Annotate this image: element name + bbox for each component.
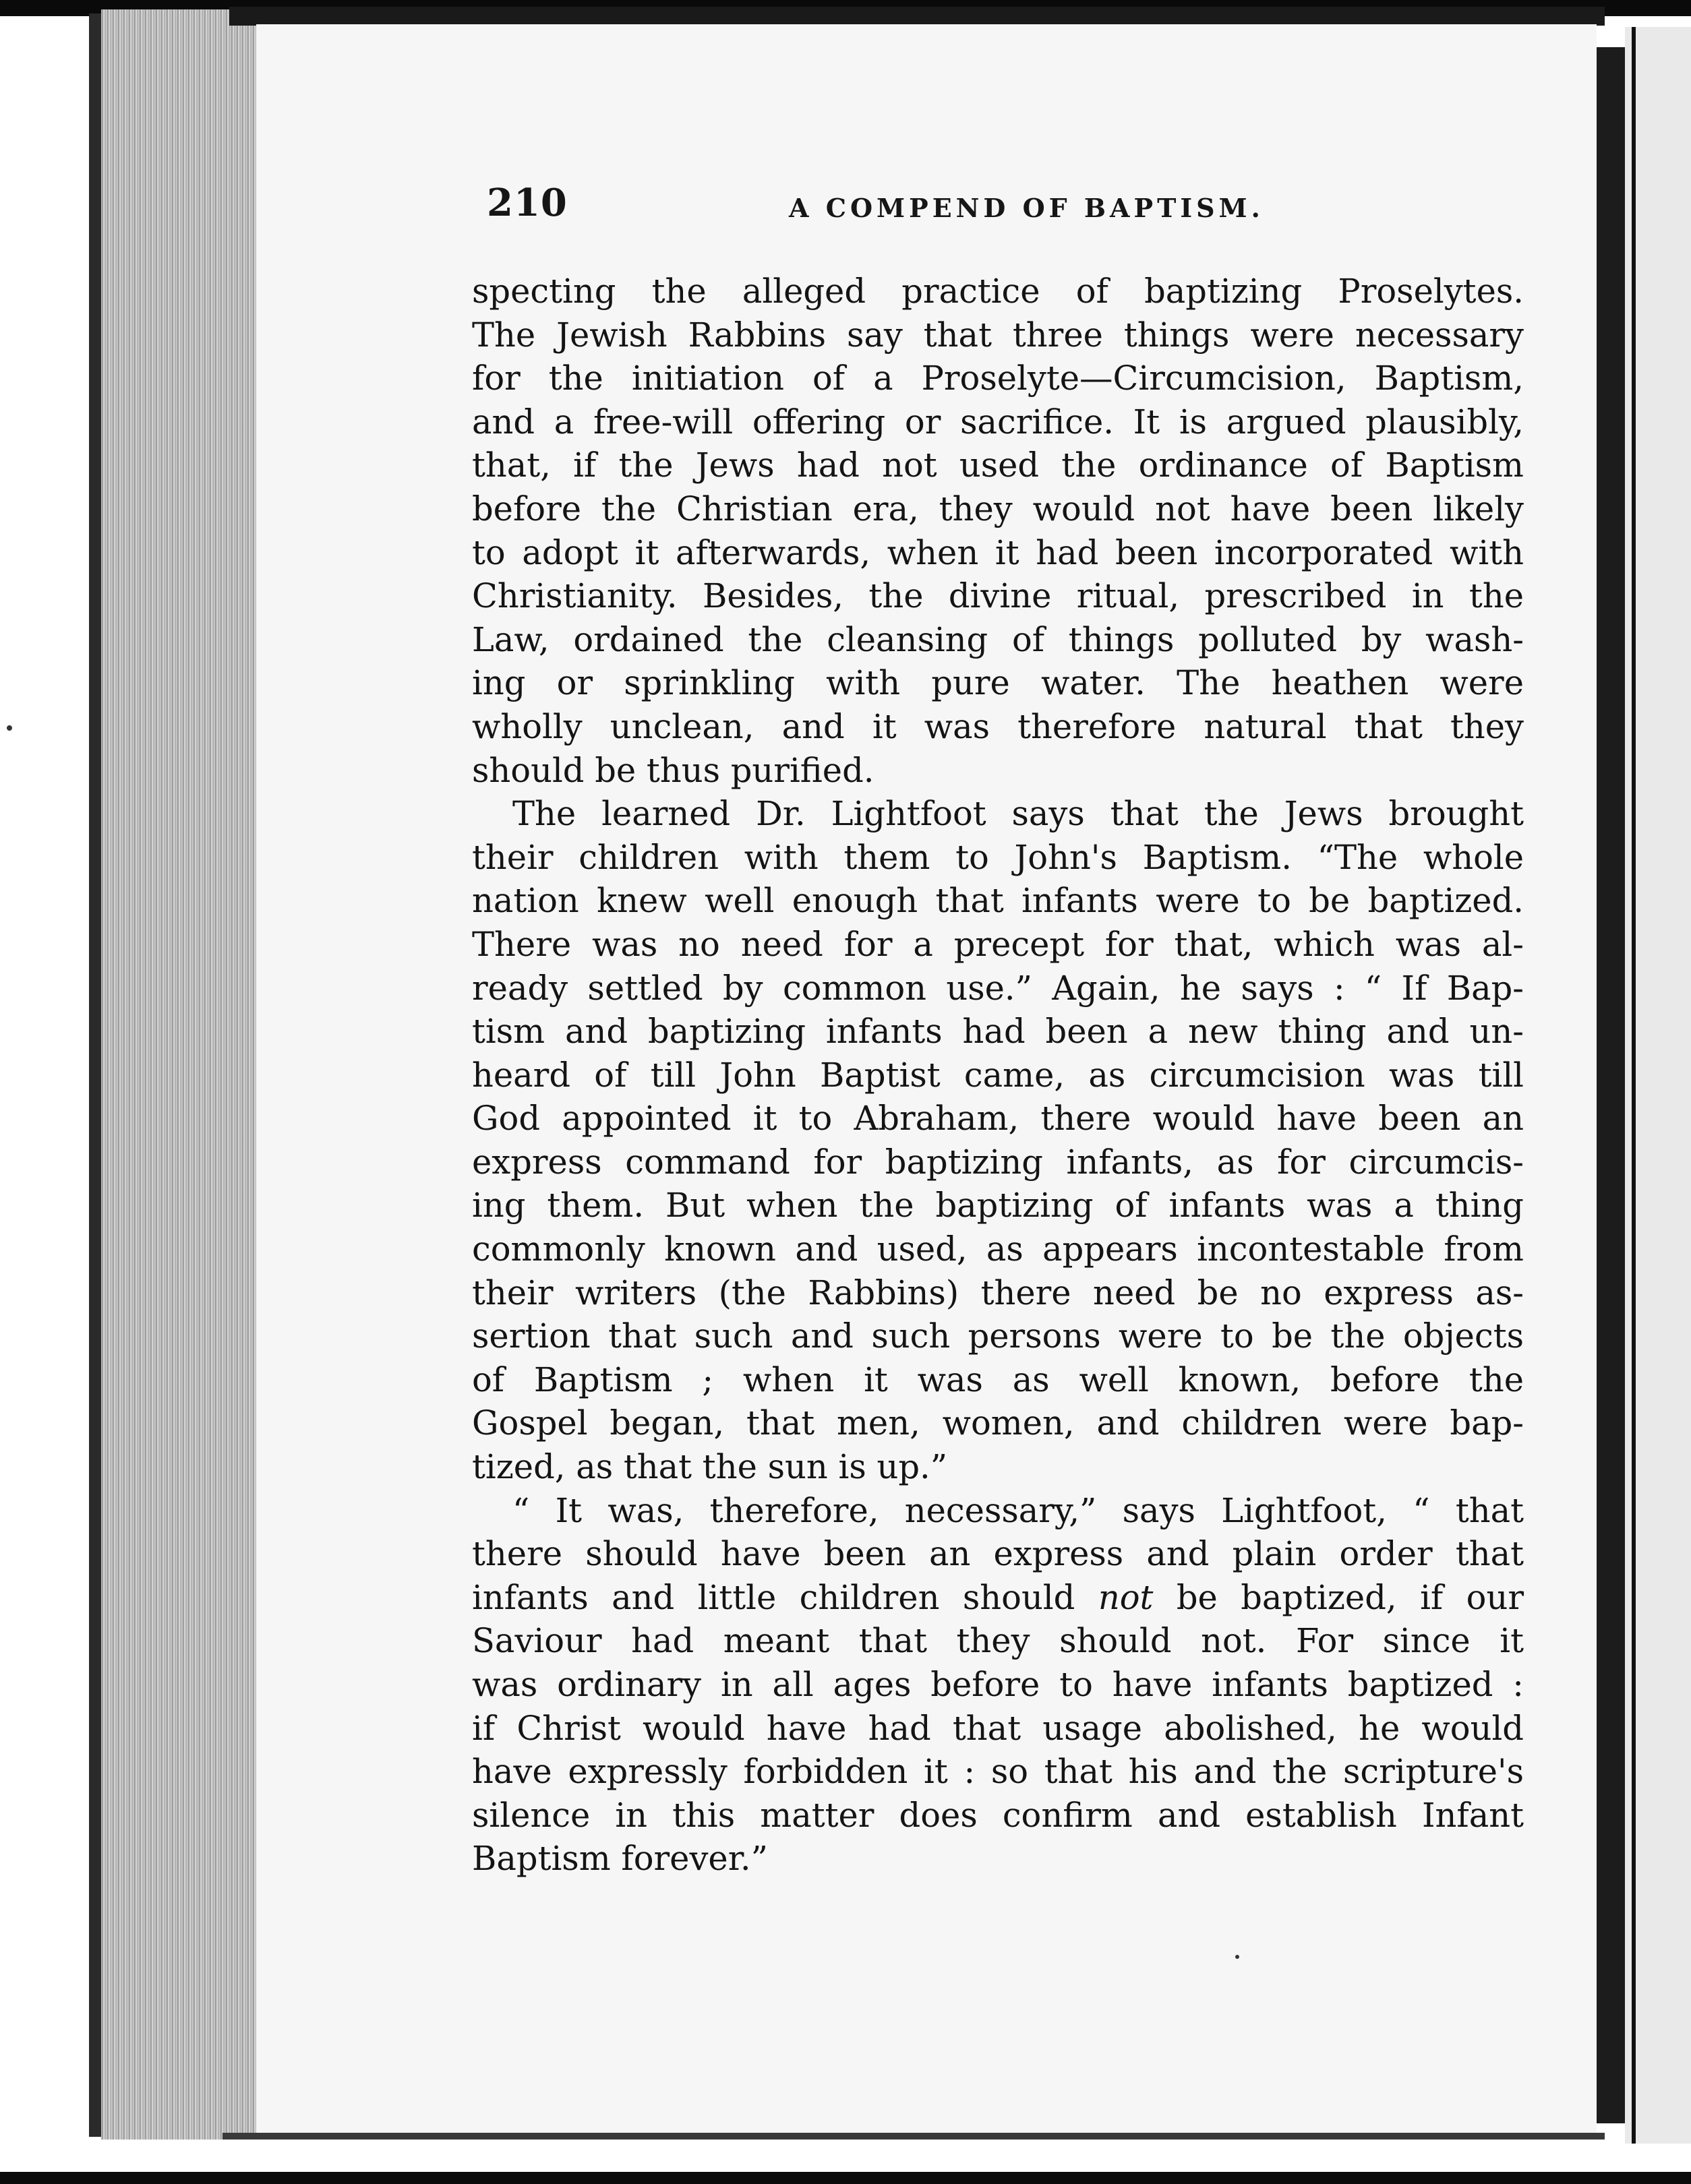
text-line: ready settled by common use.” Again, he says : “ If Bap-: [472, 968, 1524, 1008]
book-page-edges: [101, 9, 259, 2140]
text-line: ing or sprinkling with pure water. The heathen were: [472, 663, 1524, 703]
film-border-bottom: [0, 2172, 1691, 2184]
body-text: [472, 270, 1524, 1881]
text-line: The Jewish Rabbins say that three things were necessary: [472, 315, 1524, 355]
text-line-with-emphasis: [472, 1576, 1524, 1620]
text-run: infants and little children should: [472, 1577, 1098, 1617]
text-line: tism and baptizing infants had been a new thing and un-: [472, 1012, 1524, 1052]
text-line: specting the alleged practice of baptizing Proselytes.: [472, 272, 1524, 311]
text-line: that, if the Jews had not used the ordinance of Baptism: [472, 446, 1524, 485]
text-line: there should have been an express and plain order that: [472, 1534, 1524, 1574]
book-top-edge: [229, 7, 1605, 26]
film-speck: [1235, 1955, 1239, 1959]
text-line: commonly known and used, as appears incontestable from: [472, 1230, 1524, 1269]
text-line: nation knew well enough that infants were to be baptized.: [472, 881, 1524, 921]
running-head: A COMPEND OF BAPTISM.: [789, 193, 1264, 223]
text-line: for the initiation of a Proselyte—Circumcision, Baptism,: [472, 359, 1524, 398]
text-line: “ It was, therefore, necessary,” says Lightfoot, “ that: [512, 1490, 1524, 1530]
text-run: be baptized, if our: [1153, 1577, 1524, 1617]
text-line: Gospel began, that men, women, and children were bap-: [472, 1403, 1524, 1443]
text-line: sertion that such and such persons were to be the objects: [472, 1316, 1524, 1356]
text-line: was ordinary in all ages before to have infants baptized :: [472, 1665, 1524, 1704]
text-line: express command for baptizing infants, as for circumcis-: [472, 1142, 1524, 1182]
emphasized-word: not: [1098, 1577, 1154, 1617]
film-speck: [7, 725, 12, 731]
text-line: if Christ would have had that usage abolished, he would: [472, 1708, 1524, 1748]
text-line: heard of till John Baptist came, as circumcision was till: [472, 1055, 1524, 1095]
text-line: should be thus purified.: [472, 750, 874, 790]
text-line: Saviour had meant that they should not. For since it: [472, 1621, 1524, 1661]
book-bottom-edge: [222, 2133, 1605, 2140]
facing-page-border: [1632, 27, 1636, 2144]
text-line: Baptism forever.”: [472, 1839, 768, 1879]
text-line: wholly unclean, and it was therefore natural that they: [472, 706, 1524, 746]
text-line: their writers (the Rabbins) there need be no express as-: [472, 1273, 1524, 1312]
text-line: Christianity. Besides, the divine ritual, prescribed in the: [472, 576, 1524, 616]
text-line: of Baptism ; when it was as well known, before the: [472, 1360, 1524, 1399]
text-line: have expressly forbidden it : so that his and the scripture's: [472, 1752, 1524, 1792]
text-line: The learned Dr. Lightfoot says that the Jews brought: [512, 794, 1524, 834]
binding-gutter: [1597, 47, 1625, 2123]
text-line: God appointed it to Abraham, there would have been an: [472, 1099, 1524, 1139]
text-line: Law, ordained the cleansing of things polluted by wash-: [472, 619, 1524, 659]
text-line: There was no need for a precept for that, which was al-: [472, 924, 1524, 964]
text-line: ing them. But when the baptizing of infants was a thing: [472, 1186, 1524, 1225]
text-line: before the Christian era, they would not have been likely: [472, 489, 1524, 528]
text-line: silence in this matter does confirm and establish Infant: [472, 1795, 1524, 1835]
text-line: to adopt it afterwards, when it had been incorporated with: [472, 533, 1524, 572]
text-line: their children with them to John's Baptism. “The whole: [472, 837, 1524, 877]
page-number: 210: [487, 181, 568, 225]
text-line: tized, as that the sun is up.”: [472, 1447, 948, 1487]
text-line: and a free-will offering or sacrifice. It is argued plausibly,: [472, 402, 1524, 442]
